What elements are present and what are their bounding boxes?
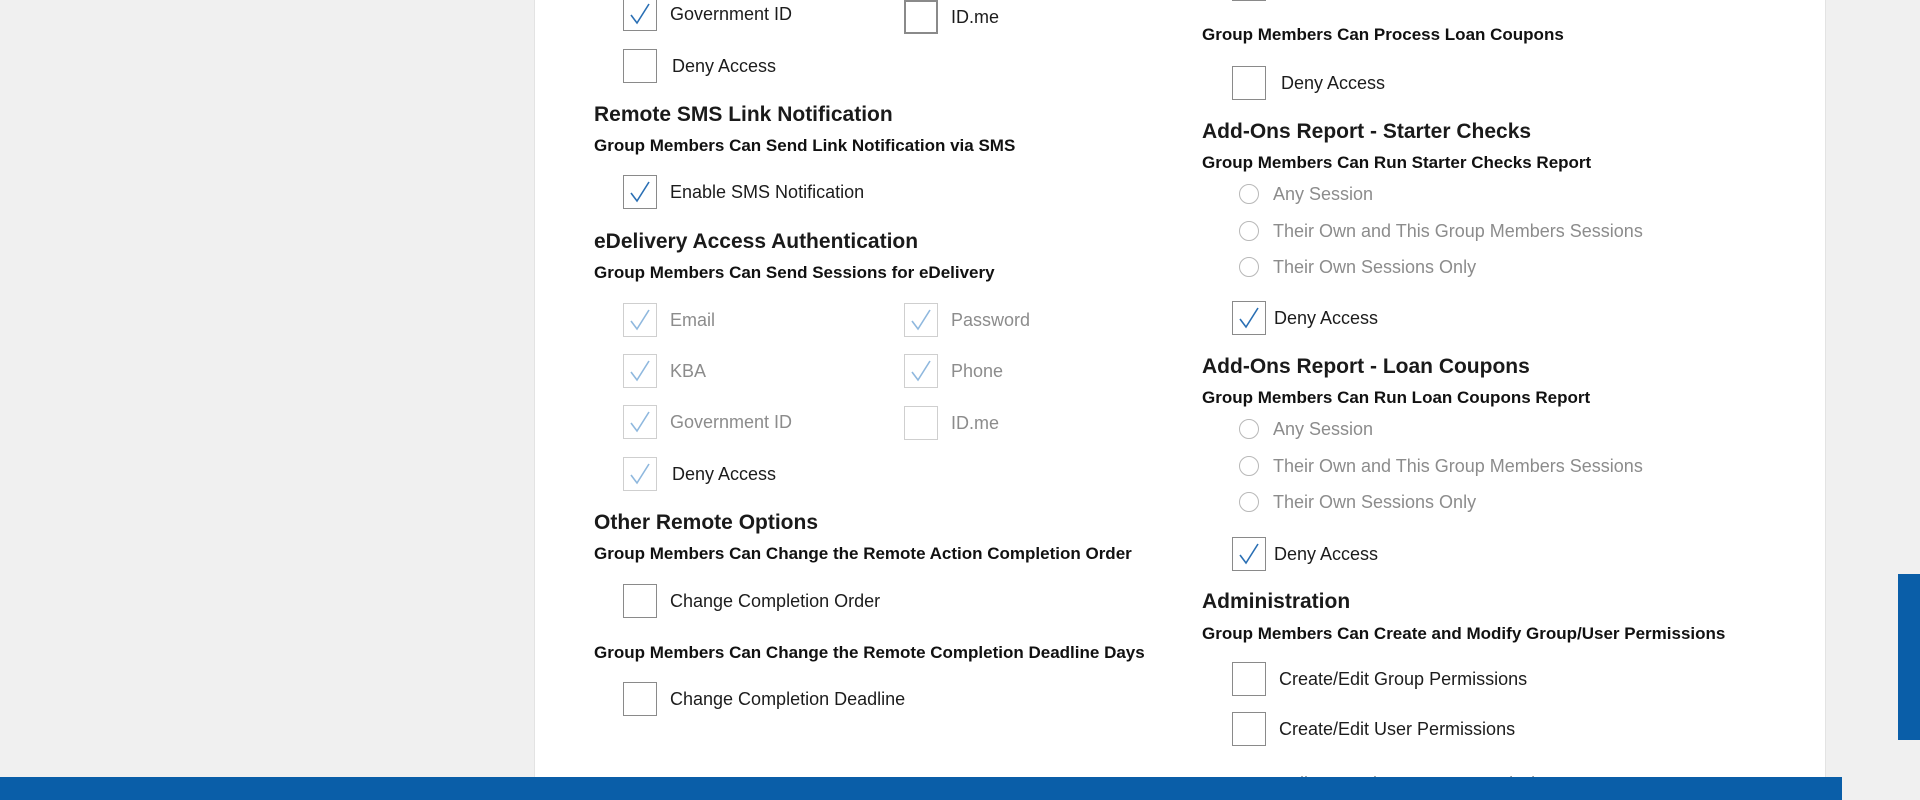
- option-label: Any Session: [1273, 418, 1374, 439]
- section-subtitle-starter-checks: Group Members Can Run Starter Checks Report: [1202, 153, 1592, 172]
- checkbox-change-completion-order[interactable]: [623, 583, 880, 619]
- checkmark-icon: [910, 307, 932, 333]
- checkbox-box[interactable]: [1232, 662, 1266, 696]
- radio-any-session[interactable]: [1239, 180, 1373, 208]
- checkbox-box[interactable]: [623, 175, 657, 209]
- checkbox-enable-sms[interactable]: [623, 174, 864, 210]
- checkbox-change-completion-deadline[interactable]: [623, 681, 905, 717]
- option-label: Create/Edit Group Permissions: [1279, 668, 1528, 689]
- checkbox-box[interactable]: [623, 405, 657, 439]
- radio-own-sessions-only[interactable]: [1239, 253, 1476, 281]
- checkmark-icon: [910, 358, 932, 384]
- section-subtitle-edelivery: Group Members Can Send Sessions for eDelivery: [594, 263, 995, 282]
- checkbox-box[interactable]: [1232, 66, 1266, 100]
- footer-bar: [0, 777, 1842, 800]
- checkbox-box[interactable]: [623, 49, 657, 83]
- radio-own-and-group-sessions[interactable]: [1239, 217, 1643, 245]
- checkbox-box[interactable]: [1232, 712, 1266, 746]
- section-subtitle-sms: Group Members Can Send Link Notification via SMS: [594, 136, 1016, 155]
- option-label: Their Own Sessions Only: [1273, 256, 1477, 277]
- checkmark-icon: [629, 461, 651, 487]
- checkbox-id-me[interactable]: [904, 0, 999, 35]
- section-subtitle-loan-coupons-report: Group Members Can Run Loan Coupons Report: [1202, 388, 1591, 407]
- radio-circle[interactable]: [1239, 456, 1259, 476]
- checkmark-icon: [1238, 305, 1260, 331]
- checkbox-deny-access[interactable]: [623, 48, 776, 84]
- checkbox-email[interactable]: [623, 302, 715, 338]
- option-label: Government ID: [670, 411, 793, 432]
- checkbox-deny-access-loan-coupons-report[interactable]: [1232, 536, 1378, 572]
- checkmark-icon: [629, 307, 651, 333]
- option-label: KBA: [670, 360, 707, 381]
- radio-own-sessions-only[interactable]: [1239, 488, 1476, 516]
- checkbox-phone[interactable]: [904, 353, 1003, 389]
- section-title-starter-checks: Add-Ons Report - Starter Checks: [1202, 120, 1532, 143]
- checkbox-box[interactable]: [623, 354, 657, 388]
- checkbox-kba[interactable]: [623, 353, 706, 389]
- section-subtitle-completion-order: Group Members Can Change the Remote Action Completion Order: [594, 544, 1132, 563]
- option-label: Any Session: [1273, 183, 1374, 204]
- radio-any-session[interactable]: [1239, 415, 1373, 443]
- checkbox-box[interactable]: [623, 0, 657, 31]
- section-subtitle-process-loan-coupons: Group Members Can Process Loan Coupons: [1202, 25, 1564, 44]
- radio-circle[interactable]: [1239, 419, 1259, 439]
- section-title-administration: Administration: [1202, 590, 1351, 613]
- checkbox-box[interactable]: [904, 0, 938, 34]
- checkbox-password[interactable]: [904, 302, 1030, 338]
- scrollbar-thumb[interactable]: [1898, 574, 1920, 740]
- checkbox-box[interactable]: [623, 457, 657, 491]
- section-subtitle-completion-deadline: Group Members Can Change the Remote Completion Deadline Days: [594, 643, 1145, 662]
- option-label: Deny Access: [1281, 72, 1386, 93]
- radio-circle[interactable]: [1239, 257, 1259, 277]
- option-label: Create/Edit User Permissions: [1279, 718, 1516, 739]
- radio-circle[interactable]: [1239, 221, 1259, 241]
- option-label: ID.me: [951, 412, 1000, 433]
- section-title-other-remote: Other Remote Options: [594, 511, 819, 534]
- checkbox-box[interactable]: [623, 584, 657, 618]
- radio-own-and-group-sessions[interactable]: [1239, 452, 1643, 480]
- option-label: Deny Access: [1274, 307, 1379, 328]
- option-label: Email: [670, 309, 716, 330]
- section-title-loan-coupons-report: Add-Ons Report - Loan Coupons: [1202, 355, 1530, 378]
- checkbox-government-id-edelivery[interactable]: [623, 404, 792, 440]
- checkbox-deny-access-loan-coupons[interactable]: [1232, 65, 1385, 101]
- option-label: Government ID: [670, 3, 793, 24]
- checkbox-create-edit-group-permissions[interactable]: [1232, 661, 1527, 697]
- checkbox-box[interactable]: [904, 406, 938, 440]
- checkbox-deny-access-edelivery[interactable]: [623, 456, 776, 492]
- checkmark-icon: [629, 358, 651, 384]
- option-label: Phone: [951, 360, 1004, 381]
- option-label: ID.me: [951, 6, 1000, 27]
- checkbox-box[interactable]: [1232, 301, 1266, 335]
- checkbox-deny-access-starter-checks[interactable]: [1232, 300, 1378, 336]
- checkbox-id-me-edelivery[interactable]: [904, 405, 999, 441]
- checkmark-icon: [1238, 541, 1260, 567]
- checkbox-cut-off[interactable]: [1232, 0, 1266, 1]
- checkmark-icon: [629, 409, 651, 435]
- checkmark-icon: [629, 179, 651, 205]
- option-label: Enable SMS Notification: [670, 181, 865, 202]
- option-label: Deny Access: [672, 463, 777, 484]
- checkbox-government-id[interactable]: [623, 0, 792, 32]
- option-label: Password: [951, 309, 1031, 330]
- checkbox-box[interactable]: [1232, 537, 1266, 571]
- option-label: Change Completion Order: [670, 590, 881, 611]
- option-label: Deny Access: [1274, 543, 1379, 564]
- checkbox-box[interactable]: [904, 303, 938, 337]
- option-label: Change Completion Deadline: [670, 688, 906, 709]
- section-title-edelivery: eDelivery Access Authentication: [594, 230, 919, 253]
- option-label: Deny Access: [672, 55, 777, 76]
- checkbox-box[interactable]: [623, 682, 657, 716]
- checkbox-create-edit-user-permissions[interactable]: [1232, 711, 1515, 747]
- option-label: Their Own and This Group Members Sessions: [1273, 455, 1643, 476]
- radio-circle[interactable]: [1239, 492, 1259, 512]
- checkbox-box[interactable]: [904, 354, 938, 388]
- checkbox-box[interactable]: [623, 303, 657, 337]
- option-label: Their Own and This Group Members Sessions: [1273, 220, 1643, 241]
- radio-circle[interactable]: [1239, 184, 1259, 204]
- option-label: Their Own Sessions Only: [1273, 491, 1477, 512]
- checkmark-icon: [629, 1, 651, 27]
- section-title-sms: Remote SMS Link Notification: [594, 103, 893, 126]
- section-subtitle-administration: Group Members Can Create and Modify Group/User Permissions: [1202, 624, 1726, 643]
